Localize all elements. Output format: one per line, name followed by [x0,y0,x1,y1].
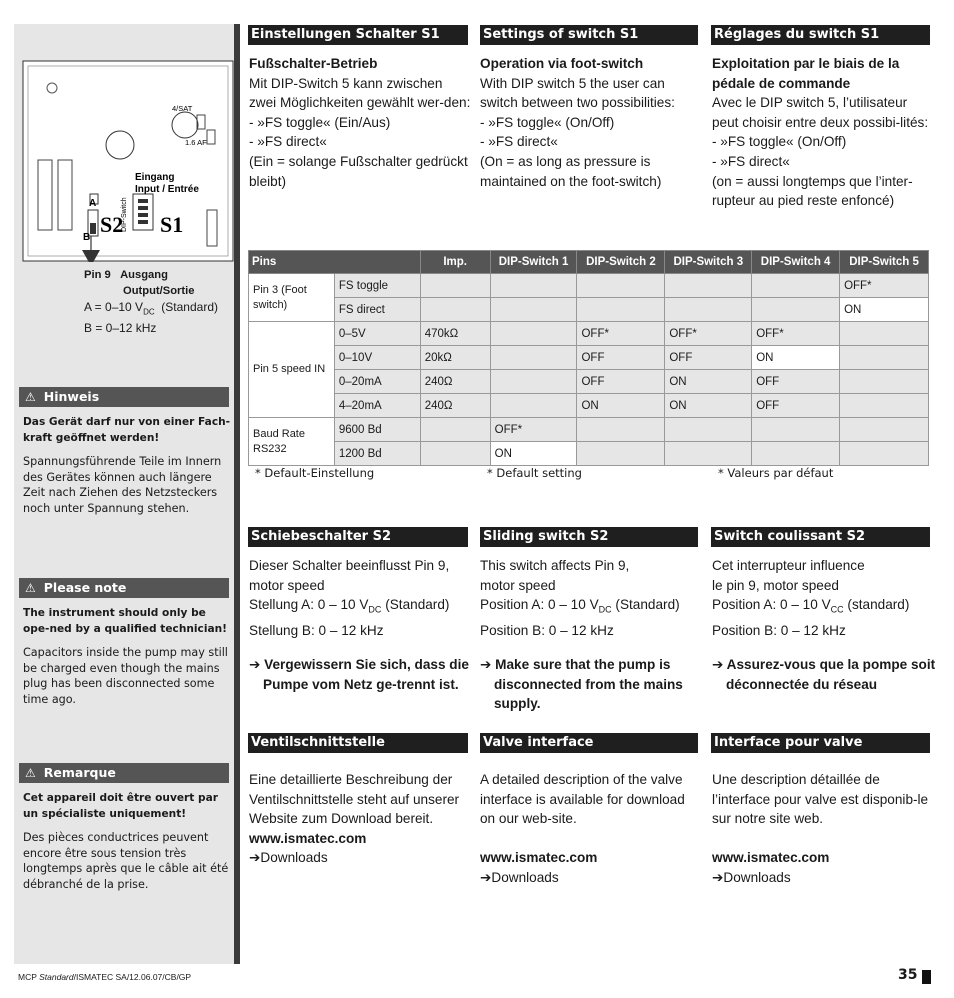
arrow-right-icon: ➔ [712,869,724,885]
s1-subtitle-fr: Exploitation par le biais de la pédale de commande [712,56,900,91]
s2-line2-de: motor speed [249,577,325,593]
pos-a-label: A [89,198,97,209]
cell-dip4 [752,274,840,298]
s2-warn-text-en: Make sure that the pump is disconnected from the mains supply. [494,657,683,712]
s2-line1-en: This switch affects Pin 9, [480,558,630,573]
s1-text-fr [712,54,934,211]
s2-posa-std-en: (Standard) [611,597,680,613]
col-imp: Imp. [420,251,490,274]
s1-item1-en: - »FS toggle« (On/Off) [480,114,615,130]
s2-posa-fr: Position A: 0 – 10 V [712,597,831,613]
s2-posa-std-fr: (standard) [843,597,910,613]
col-dip3: DIP-Switch 3 [665,251,752,274]
warning-icon: ⚠ [25,766,36,780]
cell-dip1 [490,298,577,322]
footnote-fr: * Valeurs par défaut [718,466,834,480]
s2-label: S2 [100,212,124,237]
cell-dip2: OFF [577,346,665,370]
cell-dip1 [490,394,577,418]
website-link-en[interactable]: www.ismatec.com [480,850,598,866]
cell-dip5 [840,418,929,442]
s2-text-de [249,556,471,640]
s2-line2-en: motor speed [480,577,556,593]
s1-item2-de: - »FS direct« [249,134,327,150]
s2-header-fr: Switch coulissant S2 [711,527,930,547]
cell-dip1: ON [490,442,577,466]
warning-icon: ⚠ [25,581,36,595]
footer-doc-ref [18,972,191,982]
valve-header-en: Valve interface [480,733,698,753]
cell-dip5 [840,346,929,370]
cell-imp: 470kΩ [420,322,490,346]
cell-dip2 [577,442,665,466]
s2-warning-de [249,655,473,694]
col-dip1: DIP-Switch 1 [490,251,577,274]
remarque-bold: Cet appareil doit être ouvert par un spécialiste uniquement! [23,792,218,820]
footer-ref-pre: MCP [18,972,40,982]
cell-dip3 [665,298,752,322]
row-label: 1200 Bd [334,442,420,466]
row-label: FS toggle [334,274,420,298]
cell-dip4: OFF* [752,322,840,346]
website-link-fr[interactable]: www.ismatec.com [712,850,830,866]
cell-dip4: OFF [752,370,840,394]
ausgang-label: Ausgang [120,269,168,281]
pin9-a-sub: DC [143,307,155,317]
table-row [249,274,929,298]
valve-header-de: Ventilschnittstelle [248,733,468,753]
cell-dip4 [752,418,840,442]
col-pins: Pins [249,251,421,274]
table-row [249,442,929,466]
cell-imp: 240Ω [420,370,490,394]
cell-dip3 [665,418,752,442]
s2-text-fr [712,556,934,640]
s2-posb-en: Position B: 0 – 12 kHz [480,622,614,638]
s1-text-de [249,54,471,191]
s1-text-en [480,54,702,191]
s1-intro-en: With DIP switch 5 the user can switch between two possibilities: [480,75,675,111]
remarque-note [23,791,233,892]
cell-dip5 [840,370,929,394]
s2-posb-fr: Position B: 0 – 12 kHz [712,622,846,638]
cell-imp: 240Ω [420,394,490,418]
warning-icon: ⚠ [25,390,36,404]
cell-dip3: ON [665,394,752,418]
cell-imp [420,298,490,322]
cell-dip1 [490,370,577,394]
remarque-text: Des pièces conductrices peuvent encore être sous tension très longtemps après que le câble ait été débranché de la prise. [23,831,229,891]
website-link-de[interactable]: www.ismatec.com [249,830,367,846]
downloads-link-fr[interactable] [712,868,934,888]
dip-switch-table [248,250,929,466]
arrow-right-icon: ➔ [712,657,724,672]
cell-dip5 [840,394,929,418]
pin9-a-value: A = 0–10 V [84,300,144,314]
s1-item2-en: - »FS direct« [480,134,558,150]
s2-line1-de: Dieser Schalter beeinflusst Pin 9, [249,558,450,573]
cell-dip5 [840,442,929,466]
arrow-right-icon: ➔ [480,657,492,672]
page-marker [922,970,931,984]
fuse-af-label: 1.6 AF [185,138,207,147]
pin9-b-value: B = 0–12 kHz [84,321,157,336]
table-row [249,394,929,418]
please-note-text: Capacitors inside the pump may still be charged even though the mains plug has been disconnected some time ago. [23,646,228,706]
pos-b-label: B [83,232,91,243]
cell-dip2: OFF [577,370,665,394]
s2-warn-text-fr: Assurez-vous que la pompe soit déconnectée du réseau [726,657,936,692]
cell-dip3: OFF* [665,322,752,346]
col-dip4: DIP-Switch 4 [752,251,840,274]
input-entree-label: Input / Entrée [135,184,199,195]
cell-dip5: OFF* [840,274,929,298]
hinweis-text: Spannungsführende Teile im Innern des Gerätes können auch längere Zeit nach Ziehen des Netzsteckers noch unter Spannung stehen. [23,455,222,515]
s2-line2-fr: le pin 9, motor speed [712,577,839,593]
table-row [249,298,929,322]
s1-note-en: (On = as long as pressure is maintained on the foot-switch) [480,153,662,189]
table-row [249,418,929,442]
cell-dip4: OFF [752,394,840,418]
s1-item1-de: - »FS toggle« (Ein/Aus) [249,114,391,130]
dip-switch-label: DIP-Switch [121,197,128,232]
cell-dip4 [752,298,840,322]
row-label: 0–20mA [334,370,420,394]
cell-dip1: OFF* [490,418,577,442]
downloads-link-en[interactable] [480,868,702,888]
pin9-a-standard: (Standard) [161,300,218,314]
remarque-header [19,763,229,783]
s2-posa-en: Position A: 0 – 10 V [480,597,599,613]
col-dip5: DIP-Switch 5 [840,251,929,274]
cell-dip3: OFF [665,346,752,370]
cell-imp [420,274,490,298]
s1-subtitle-de: Fußschalter-Betrieb [249,56,378,71]
downloads-label-de: Downloads [260,850,328,866]
table-header-row [249,251,929,274]
s1-header-fr: Réglages du switch S1 [711,25,930,45]
valve-header-fr: Interface pour valve [711,733,930,753]
s1-note-de: (Ein = solange Fußschalter gedrückt bleibt) [249,153,468,189]
board-diagram [22,60,234,262]
cell-imp [420,418,490,442]
s2-posa-std-de: (Standard) [381,597,450,613]
row-label: FS direct [334,298,420,322]
eingang-label: Eingang [135,172,175,183]
cell-dip4 [752,442,840,466]
row-label: 9600 Bd [334,418,420,442]
hinweis-header [19,387,229,407]
valve-text-de [249,770,471,868]
s1-header-de: Einstellungen Schalter S1 [248,25,468,45]
cell-dip5: ON [840,298,929,322]
row-label: 4–20mA [334,394,420,418]
please-note-header [19,578,229,598]
cell-dip3 [665,442,752,466]
group-baud: Baud Rate RS232 [249,418,335,466]
s2-text-en [480,556,702,640]
cell-dip2: OFF* [577,322,665,346]
hinweis-bold: Das Gerät darf nur von einer Fach-kraft geöffnet werden! [23,416,231,444]
please-note-title: Please note [43,580,127,595]
s2-posa-sub-fr: CC [830,604,844,615]
downloads-label-en: Downloads [491,869,559,885]
cell-dip2 [577,298,665,322]
s2-warning-en [480,655,706,714]
cell-dip2: ON [577,394,665,418]
cell-dip3 [665,274,752,298]
cell-dip1 [490,346,577,370]
cell-dip2 [577,418,665,442]
row-label: 0–10V [334,346,420,370]
row-label: 0–5V [334,322,420,346]
s1-intro-de: Mit DIP-Switch 5 kann zwischen zwei Möglichkeiten gewählt wer-den: [249,75,471,111]
downloads-label-fr: Downloads [723,869,791,885]
cell-dip4: ON [752,346,840,370]
group-pin5: Pin 5 speed IN [249,322,335,418]
arrow-right-icon: ➔ [480,869,492,885]
s2-posa-de: Stellung A: 0 – 10 V [249,597,369,613]
s1-item2-fr: - »FS direct« [712,153,790,169]
group-pin3: Pin 3 (Foot switch) [249,274,335,322]
s1-note-fr: (on = aussi longtemps que l’inter-rupteur au pied reste enfoncé) [712,173,913,209]
hinweis-note [23,415,233,516]
pin9-legend [84,268,218,336]
s2-header-de: Schiebeschalter S2 [248,527,468,547]
cell-dip3: ON [665,370,752,394]
s2-warn-text-de: Vergewissern Sie sich, dass die Pumpe vom Netz ge-trennt ist. [263,657,469,692]
s1-header-en: Settings of switch S1 [480,25,698,45]
s1-label: S1 [160,212,184,237]
s1-subtitle-en: Operation via foot-switch [480,56,644,71]
hinweis-title: Hinweis [43,389,100,404]
remarque-title: Remarque [43,765,116,780]
valve-desc-en: A detailed description of the valve interface is available for download on our web-site. [480,772,685,827]
arrow-right-icon: ➔ [249,657,261,672]
valve-text-fr [712,770,934,888]
cell-dip1 [490,322,577,346]
footnote-de: * Default-Einstellung [255,466,375,480]
valve-desc-de: Eine detaillierte Beschreibung der Ventilschnittstelle steht auf unserer Website zum Download bereit. [249,772,460,827]
table-row [249,370,929,394]
fuse-sat-label: 4/SAT [172,104,193,113]
please-note-note [23,606,233,707]
sidebar-divider [234,24,240,964]
s2-line1-fr: Cet interrupteur influence [712,558,865,573]
s2-header-en: Sliding switch S2 [480,527,698,547]
s2-posa-sub-de: DC [368,604,382,615]
cell-imp: 20kΩ [420,346,490,370]
table-row [249,346,929,370]
page-number: 35 [898,967,918,983]
please-note-bold: The instrument should only be ope-ned by a qualified technician! [23,607,227,635]
valve-text-en [480,770,702,888]
cell-dip2 [577,274,665,298]
arrow-right-icon: ➔ [249,850,261,866]
footer-ref-post: /ISMATEC SA/12.06.07/CB/GP [73,972,192,982]
cell-dip1 [490,274,577,298]
table-row [249,322,929,346]
col-dip2: DIP-Switch 2 [577,251,665,274]
s2-warning-fr [712,655,936,694]
s1-item1-fr: - »FS toggle« (On/Off) [712,134,847,150]
footer-ref-italic: Standard [39,972,74,982]
cell-imp [420,442,490,466]
valve-desc-fr: Une description détaillée de l’interface pour valve est disponib-le sur notre site web. [712,772,929,827]
downloads-link-de[interactable] [249,848,471,868]
output-sortie-label: Output/Sortie [123,284,195,297]
s1-intro-fr: Avec le DIP switch 5, l’utilisateur peut choisir entre deux possibi-lités: [712,95,929,130]
footnote-en: * Default setting [487,466,582,480]
s2-posa-sub-en: DC [598,604,612,615]
pin9-label: Pin 9 [84,269,111,281]
s2-posb-de: Stellung B: 0 – 12 kHz [249,622,384,638]
cell-dip5 [840,322,929,346]
